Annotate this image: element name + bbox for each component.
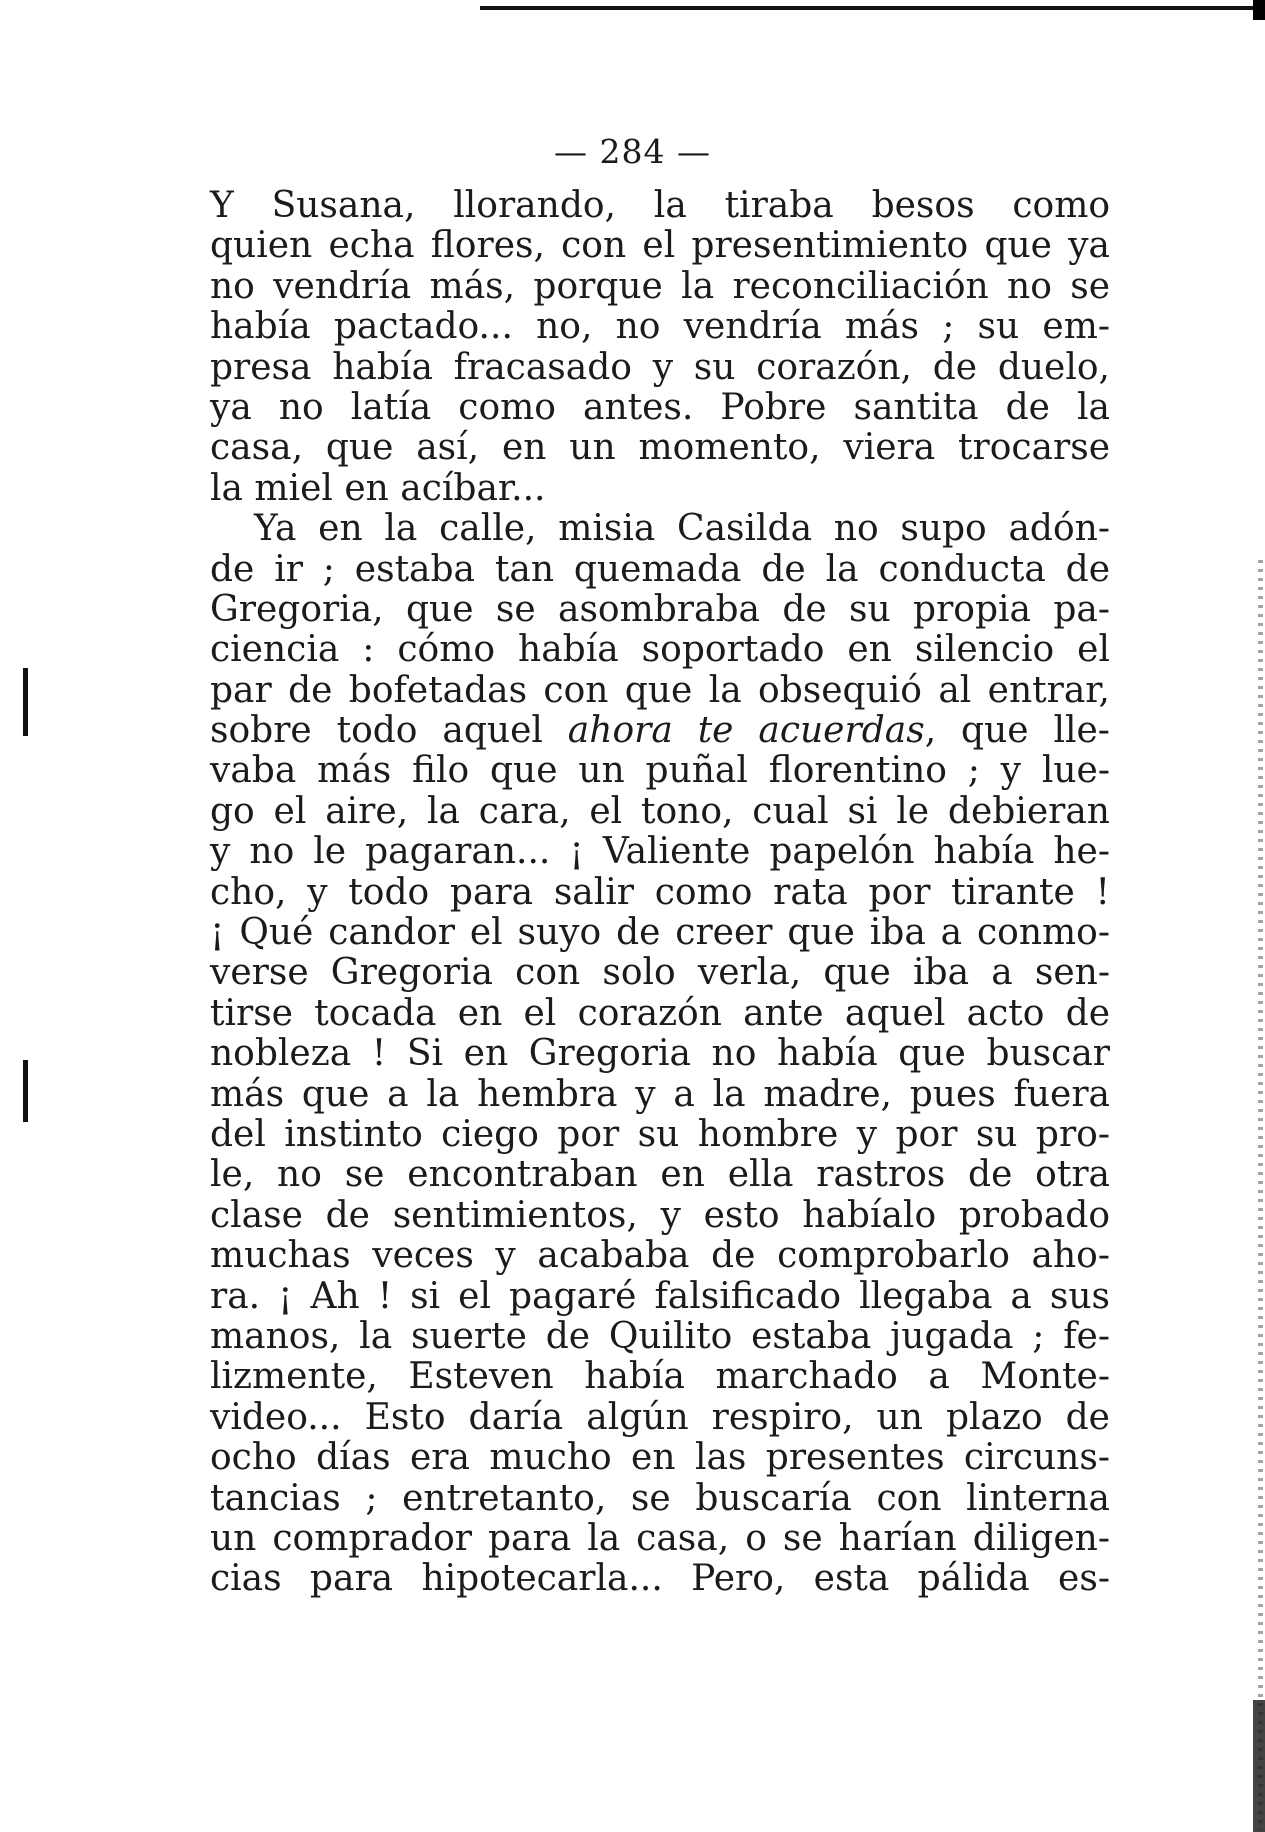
italic-phrase: ahora te acuerdas <box>567 710 925 752</box>
text-line: casa, que así, en un momento, viera trocarse <box>210 427 1110 469</box>
text-line: presa había fracasado y su corazón, de duelo, <box>210 346 1110 388</box>
page-edge-mark <box>1258 560 1263 1830</box>
text-line: go el aire, la cara, el tono, cual si le debieran <box>210 790 1110 832</box>
body-text <box>210 186 1110 1600</box>
text-line: la miel en acíbar... <box>210 467 546 509</box>
text-run: , que lle- <box>924 710 1110 752</box>
text-line: vaba más filo que un puñal florentino ; y lue- <box>210 750 1110 792</box>
text-line: había pactado... no, no vendría más ; su em- <box>210 306 1110 348</box>
text-run: sobre todo aquel <box>210 710 568 752</box>
text-line: manos, la suerte de Quilito estaba jugada ; fe- <box>210 1315 1110 1357</box>
text-line: le, no se encontraban en ella rastros de otra <box>210 1154 1110 1196</box>
text-line: Y Susana, llorando, la tiraba besos como <box>210 185 1110 226</box>
margin-mark <box>23 668 28 736</box>
text-line: Ya en la calle, misia Casilda no supo adón- <box>254 508 1110 550</box>
text-line: ciencia : cómo había soportado en silencio el <box>210 629 1110 671</box>
text-line: verse Gregoria con solo verla, que iba a sen- <box>210 952 1110 994</box>
text-line: un comprador para la casa, o se harían diligen- <box>210 1517 1110 1559</box>
text-line: más que a la hembra y a la madre, pues fuera <box>210 1073 1110 1115</box>
text-line: ya no latía como antes. Pobre santita de la <box>210 386 1110 428</box>
margin-mark <box>23 1060 28 1122</box>
text-line: lizmente, Esteven había marchado a Monte- <box>210 1356 1110 1398</box>
text-line: de ir ; estaba tan quemada de la conducta de <box>210 548 1110 590</box>
text-line: cias para hipotecarla... Pero, esta pálida es- <box>210 1558 1110 1600</box>
text-line: clase de sentimientos, y esto habíalo probado <box>210 1194 1110 1236</box>
text-line: ra. ¡ Ah ! si el pagaré falsificado llegaba a sus <box>210 1275 1110 1317</box>
text-line: tirse tocada en el corazón ante aquel acto de <box>210 992 1110 1034</box>
text-line: nobleza ! Si en Gregoria no había que buscar <box>210 1033 1110 1075</box>
text-line: no vendría más, porque la reconciliación no se <box>210 265 1110 307</box>
text-line: quien echa flores, con el presentimiento que ya <box>210 225 1110 267</box>
text-line: cho, y todo para salir como rata por tirante ! <box>210 871 1110 913</box>
text-line-italic <box>210 711 1110 751</box>
text-line: par de bofetadas con que la obsequió al entrar, <box>210 669 1110 711</box>
text-line: Gregoria, que se asombraba de su propia pa- <box>210 588 1110 630</box>
page-number: — 284 — <box>554 132 711 171</box>
top-rule <box>480 6 1265 10</box>
text-line: tancias ; entretanto, se buscaría con linterna <box>210 1477 1110 1519</box>
text-line: y no le pagaran... ¡ Valiente papelón había he- <box>210 831 1110 873</box>
text-line: muchas veces y acababa de comprobarlo aho- <box>210 1235 1110 1277</box>
text-line: video... Esto daría algún respiro, un plazo de <box>210 1396 1110 1438</box>
page-edge-shadow <box>1253 1700 1265 1832</box>
text-line: del instinto ciego por su hombre y por su pro- <box>210 1113 1110 1155</box>
text-line: ¡ Qué candor el suyo de creer que iba a conmo- <box>210 912 1110 954</box>
text-line: ocho días era mucho en las presentes circuns- <box>210 1437 1110 1479</box>
top-rule-end <box>1253 0 1265 20</box>
